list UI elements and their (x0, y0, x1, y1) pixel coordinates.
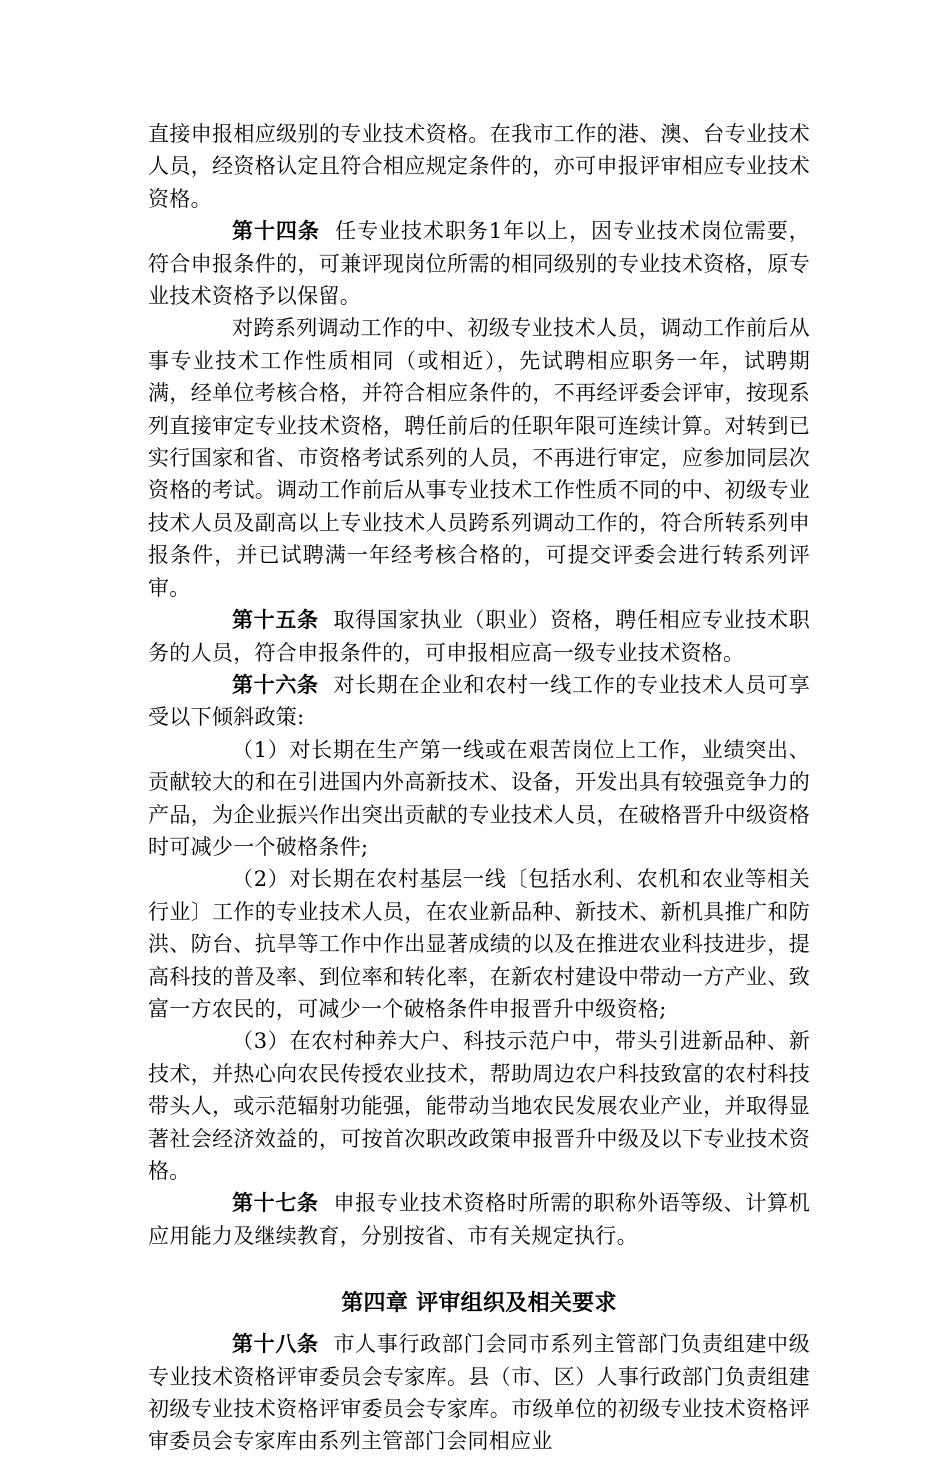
article-text: 取得国家执业（职业）资格，聘任相应专业技术职务的人员，符合申报条件的，可申报相应高一级专业技术资格。 (148, 608, 810, 665)
article-text: 市人事行政部门会同市系列主管部门负责组建中级专业技术资格评审委员会专家库。县（市、区）人事行政部门负责组建初级专业技术资格评审委员会专家库。市级单位的初级专业技术资格评审委员会专家库由系列主管部门会同相应业 (148, 1332, 810, 1454)
paragraph-text: 直接申报相应级别的专业技术资格。在我市工作的港、澳、台专业技术人员，经资格认定且符合相应规定条件的，亦可申报评审相应专业技术资格。 (148, 122, 810, 211)
list-item-1 (148, 734, 810, 864)
article-14 (148, 215, 810, 312)
list-item-text: （2）对长期在农村基层一线〔包括水利、农机和农业等相关行业〕工作的专业技术人员，在农业新品种、新技术、新机具推广和防洪、防台、抗旱等工作中作出显著成绩的以及在推进农业科技进步，提高科技的普及率、到位率和转化率，在新农村建设中带动一方产业、致富一方农民的，可减少一个破格条件申报晋升中级资格; (148, 867, 810, 1021)
article-17 (148, 1187, 810, 1252)
chapter-heading: 第四章 评审组织及相关要求 (341, 1291, 617, 1317)
paragraph-intro (148, 118, 810, 215)
article-16 (148, 669, 810, 734)
paragraph-transfer (148, 312, 810, 604)
article-heading: 第十八条 (232, 1332, 319, 1357)
list-item-3 (148, 1025, 810, 1187)
article-18 (148, 1328, 810, 1458)
article-heading: 第十四条 (232, 219, 320, 244)
article-heading: 第十七条 (232, 1191, 319, 1216)
article-text: 申报专业技术资格时所需的职称外语等级、计算机应用能力及继续教育，分别按省、市有关规定执行。 (148, 1191, 810, 1248)
article-15 (148, 604, 810, 669)
article-text: 任专业技术职务1年以上，因专业技术岗位需要，符合申报条件的，可兼评现岗位所需的相同级别的专业技术资格，原专业技术资格予以保留。 (148, 219, 811, 309)
list-item-text: （1）对长期在生产第一线或在艰苦岗位上工作，业绩突出、贡献较大的和在引进国内外高新技术、设备，开发出具有较强竞争力的产品，为企业振兴作出突出贡献的专业技术人员，在破格晋升中级资格时可减少一个破格条件; (148, 737, 810, 859)
article-text: 对长期在企业和农村一线工作的专业技术人员可享受以下倾斜政策: (148, 672, 810, 730)
list-item-text: （3）在农村种养大户、科技示范户中，带头引进新品种、新技术，并热心向农民传授农业技术，帮助周边农户科技致富的农村科技带头人，或示范辐射功能强，能带动当地农民发展农业产业，并取得显著社会经济效益的，可按首次职改政策申报晋升中级及以下专业技术资格。 (148, 1029, 810, 1183)
paragraph-text: 对跨系列调动工作的中、初级专业技术人员，调动工作前后从事专业技术工作性质相同（或相近），先试聘相应职务一年，试聘期满，经单位考核合格，并符合相应条件的，不再经评委会评审，按现系列直接审定专业技术资格，聘任前后的任职年限可连续计算。对转到已实行国家和省、市资格考试系列的人员，不再进行审定，应参加同层次资格的考试。调动工作前后从事专业技术工作性质不同的中、初级专业技术人员及副高以上专业技术人员跨系列调动工作的，符合所转系列申报条件，并已试聘满一年经考核合格的，可提交评委会进行转系列评审。 (148, 316, 810, 600)
article-heading: 第十六条 (232, 672, 319, 697)
article-heading: 第十五条 (232, 608, 319, 633)
list-item-2 (148, 863, 810, 1025)
document-body (148, 118, 810, 1458)
